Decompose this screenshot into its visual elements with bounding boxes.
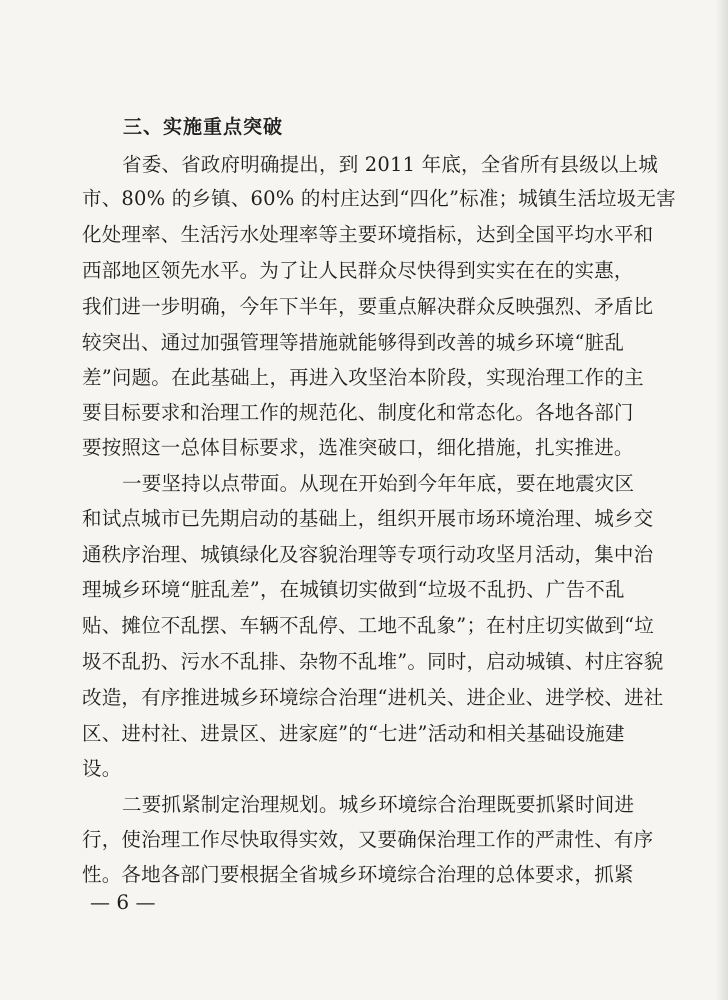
paragraph-line: 要按照这一总体目标要求，选准突破口，细化措施，扎实推进。	[82, 436, 634, 459]
paragraph-line: 行，使治理工作尽快取得实效，又要确保治理工作的严肃性、有序	[82, 828, 654, 851]
paragraph-line: 我们进一步明确，今年下半年，要重点解决群众反映强烈、矛盾比	[82, 295, 654, 318]
paragraph-line: 西部地区领先水平。为了让人民群众尽快得到实实在在的实惠，	[82, 259, 634, 282]
paragraph-line: 省委、省政府明确提出，到 2011 年底，全省所有县级以上城	[122, 153, 659, 176]
paragraph-line: 化处理率、生活污水处理率等主要环境指标，达到全国平均水平和	[82, 223, 654, 246]
section-heading: 三、实施重点突破	[123, 116, 284, 138]
paragraph-line: 一要坚持以点带面。从现在开始到今年年底，要在地震灾区	[122, 472, 635, 495]
paragraph-line: 圾不乱扔、污水不乱排、杂物不乱堆”。同时，启动城镇、村庄容貌	[82, 650, 664, 673]
paragraph-line: 区、进村社、进景区、进家庭”的“七进”活动和相关基础设施建	[82, 722, 625, 745]
paragraph-line: 改造，有序推进城乡环境综合治理“进机关、进企业、进学校、进社	[82, 686, 664, 709]
paragraph-line: 和试点城市已先期启动的基础上，组织开展市场环境治理、城乡交	[82, 507, 654, 530]
paragraph-line: 理城乡环境“脏乱差”，在城镇切实做到“垃圾不乱扔、广告不乱	[82, 578, 625, 601]
page-edge-shadow	[716, 0, 728, 1000]
paragraph-line: 二要抓紧制定治理规划。城乡环境综合治理既要抓紧时间进	[122, 793, 635, 816]
paragraph-line: 性。各地各部门要根据全省城乡环境综合治理的总体要求，抓紧	[82, 863, 634, 886]
paragraph-line: 较突出、通过加强管理等措施就能够得到改善的城乡环境“脏乱	[82, 331, 625, 354]
page-number: — 6 —	[90, 890, 156, 914]
paragraph-line: 市、80% 的乡镇、60% 的村庄达到“四化”标准；城镇生活垃圾无害	[82, 187, 676, 210]
paragraph-line: 设。	[82, 757, 122, 780]
paragraph-line: 贴、摊位不乱摆、车辆不乱停、工地不乱象”；在村庄切实做到“垃	[82, 614, 654, 637]
paragraph-line: 通秩序治理、城镇绿化及容貌治理等专项行动攻坚月活动，集中治	[82, 543, 654, 566]
paragraph-line: 差”问题。在此基础上，再进入攻坚治本阶段，实现治理工作的主	[82, 366, 644, 389]
paragraph-line: 要目标要求和治理工作的规范化、制度化和常态化。各地各部门	[82, 401, 634, 424]
